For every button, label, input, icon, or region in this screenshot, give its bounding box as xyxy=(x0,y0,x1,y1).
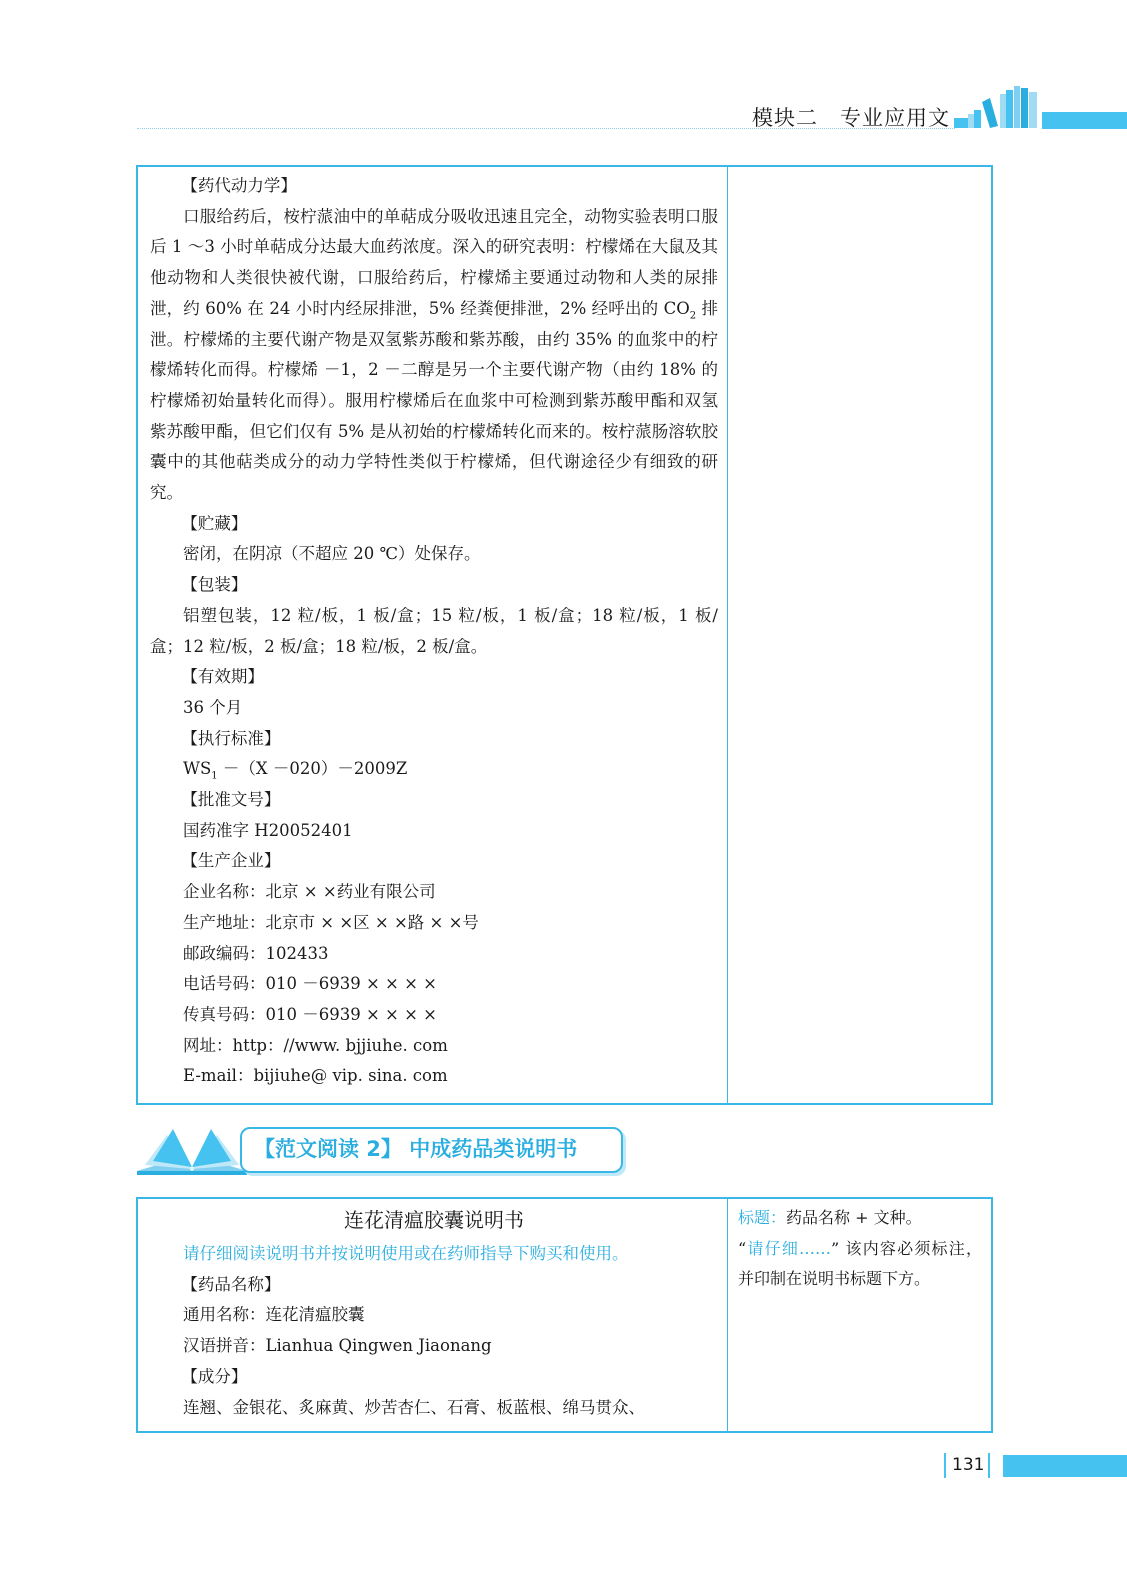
paragraph: 连翘、金银花、炙麻黄、炒苦杏仁、石膏、板蓝根、绵马贯众、 xyxy=(183,1397,645,1417)
section-heading: 【生产企业】 xyxy=(181,851,281,871)
note-label-title: 标题： xyxy=(738,1208,787,1227)
paragraph: 铝塑包装，12 粒/板，1 板/盒；15 粒/板，1 板/盒；18 粒/板，1 板/盒；12 粒/板，2 板/盒；18 粒/板，2 板/盒。 xyxy=(150,605,718,656)
paragraph xyxy=(150,202,718,509)
column-divider xyxy=(727,1199,728,1431)
co2-subscript: 2 xyxy=(689,310,697,322)
paragraph: 邮政编码：102433 xyxy=(183,943,329,963)
reading-notice: 请仔细阅读说明书并按说明使用或在药师指导下购买和使用。 xyxy=(183,1244,629,1263)
standard-code-subscript: 1 xyxy=(211,770,218,782)
section-banner: 【范文阅读 2】 中成药品类说明书 xyxy=(240,1127,623,1173)
standard-code-prefix: WS xyxy=(183,759,212,779)
paragraph: 国药准字 H20052401 xyxy=(183,820,353,840)
paragraph: 企业名称：北京 × ×药业有限公司 xyxy=(183,882,436,902)
section-heading: 【批准文号】 xyxy=(181,790,281,810)
main-column xyxy=(150,171,718,1092)
paragraph: 电话号码：010 －6939 × × × × xyxy=(183,974,438,994)
standard-code-suffix: －（X －020）－2009Z xyxy=(217,759,408,779)
page-number-divider xyxy=(988,1453,990,1478)
note-text-notice: ” 该内容必须标注，并印制在说明书标题下方。 xyxy=(738,1238,982,1289)
side-note xyxy=(738,1203,982,1295)
page-number-divider xyxy=(944,1453,946,1478)
note-label-notice: 请仔细…… xyxy=(746,1238,832,1258)
paragraph-text: 口服给药后，桉柠蒎油中的单萜成分吸收迅速且完全，动物实验表明口服后 1 ～3 小时单萜成分达最大血药浓度。深入的研究表明：柠檬烯在大鼠及其他动物和人类很快被代谢，口服给药后，柠檬烯主要通过动物和人类的尿排泄，约 60% 在 24 小时内经尿排泄，5% 经粪便排泄，2% 经呼出的 CO xyxy=(150,206,718,318)
paragraph: 通用名称：连花清瘟胶囊 xyxy=(183,1305,365,1325)
paragraph: 密闭，在阴凉（不超应 20 ℃）处保存。 xyxy=(183,544,481,564)
module-title: 模块二 专业应用文 xyxy=(752,106,950,130)
books-icon xyxy=(952,84,1042,130)
note-text-title: 药品名称 + 文种。 xyxy=(786,1208,922,1227)
paragraph: 36 个月 xyxy=(183,697,243,717)
section-heading: 【药代动力学】 xyxy=(181,176,297,195)
content-table-2 xyxy=(136,1197,993,1433)
main-column xyxy=(150,1203,718,1423)
page-number: 131 xyxy=(952,1455,985,1475)
section-heading: 【执行标准】 xyxy=(181,728,281,748)
paragraph: 网址：http：//www. bjjiuhe. com xyxy=(183,1035,448,1055)
document-title: 连花清瘟胶囊说明书 xyxy=(344,1208,524,1232)
content-table-1 xyxy=(136,165,993,1105)
paragraph-text: 排泄。柠檬烯的主要代谢产物是双氢紫苏酸和紫苏酸，由约 35% 的血浆中的柠檬烯转化而得。柠檬烯 －1，2 －二醇是另一个主要代谢产物（由约 18% 的柠檬烯初始量转化而得）。服用柠檬烯后在血浆中可检测到紫苏酸甲酯和双氢紫苏酸甲酯，但它们仅有 5% 是从初始的柠檬烯转化而来的。桉柠蒎肠溶软胶囊中的其他萜类成分的动力学特性类似于柠檬烯，但代谢途径少有细致的研究。 xyxy=(150,298,719,503)
standard-code xyxy=(150,754,718,785)
section-heading: 【包装】 xyxy=(181,575,248,595)
section-heading: 【贮藏】 xyxy=(181,513,248,533)
paragraph: E-mail：bijiuhe@ vip. sina. com xyxy=(183,1066,448,1086)
paragraph: 汉语拼音：Lianhua Qingwen Jiaonang xyxy=(183,1336,492,1356)
section-heading: 【药品名称】 xyxy=(181,1274,281,1294)
header-accent-bar xyxy=(1042,112,1127,129)
section-heading: 【有效期】 xyxy=(181,667,264,687)
column-divider xyxy=(727,167,728,1103)
paragraph: 生产地址：北京市 × ×区 × ×路 × ×号 xyxy=(183,912,479,932)
paragraph: 传真号码：010 －6939 × × × × xyxy=(183,1004,438,1024)
header-rule xyxy=(137,128,955,130)
open-book-icon xyxy=(137,1125,247,1177)
section-heading: 【成分】 xyxy=(181,1366,248,1386)
note-quote-open: “ xyxy=(738,1238,747,1258)
footer-accent-bar xyxy=(1003,1455,1127,1477)
